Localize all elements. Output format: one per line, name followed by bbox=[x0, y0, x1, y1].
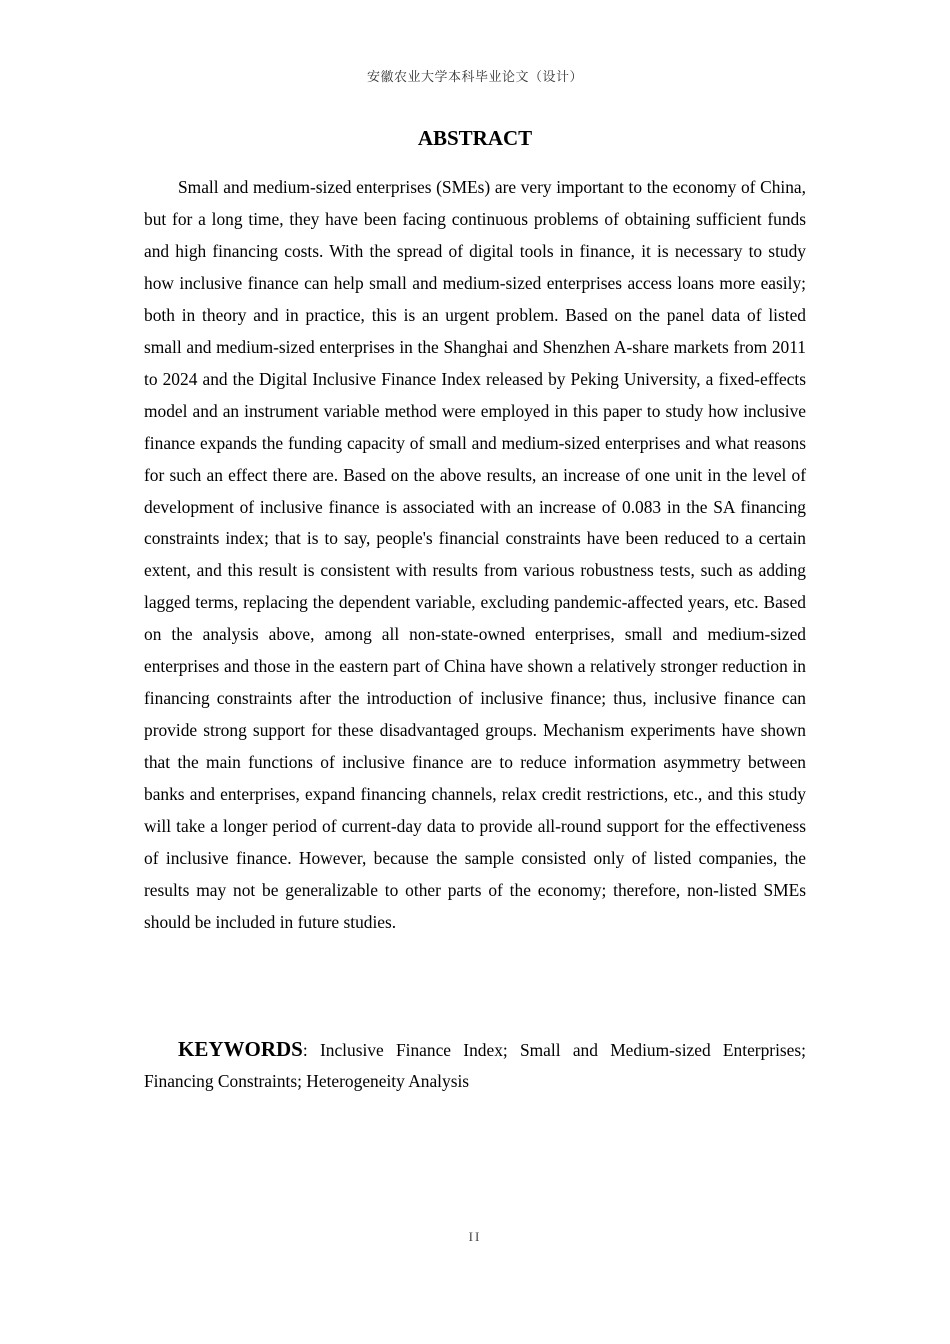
keywords-paragraph bbox=[144, 1034, 806, 1097]
keywords-text: Inclusive Finance Index; Small and Medium-sized Enterprises; Financing Constraints; Heterogeneity Analysis bbox=[144, 1040, 806, 1091]
keywords-separator: : bbox=[302, 1040, 320, 1060]
page-number: II bbox=[468, 1229, 482, 1244]
keywords-label: KEYWORDS bbox=[178, 1037, 303, 1061]
abstract-title: ABSTRACT bbox=[417, 126, 533, 150]
running-header: 安徽农业大学本科毕业论文（设计） bbox=[366, 70, 583, 85]
abstract-body: Small and medium-sized enterprises (SMEs) are very important to the economy of China, but for a long time, they have been facing continuous problems of obtaining sufficient funds and high financing costs. With the spread of digital tools in finance, it is necessary to study how inclusive finance can help small and medium-sized enterprises access loans more easily; both in theory and in practice, this is an urgent problem. Based on the panel data of listed small and medium-sized enterprises in the Shanghai and Shenzhen A-share markets from 2011 to 2024 and the Digital Inclusive Finance Index released by Peking University, a fixed-effects model and an instrument variable method were employed in this paper to study how inclusive finance expands the funding capacity of small and medium-sized enterprises and what reasons for such an effect there are. Based on the above results, an increase of one unit in the level of development of inclusive finance is associated with an increase of 0.083 in the SA financing constraints index; that is to say, people's financial constraints have been reduced to a certain extent, and this result is consistent with results from various robustness tests, such as adding lagged terms, replacing the dependent variable, excluding pandemic-affected years, etc. Based on the analysis above, among all non-state-owned enterprises, small and medium-sized enterprises and those in the eastern part of China have shown a relatively stronger reduction in financing constraints after the introduction of inclusive finance; thus, inclusive finance can provide strong support for these disadvantaged groups. Mechanism experiments have shown that the main functions of inclusive finance are to reduce information asymmetry between banks and enterprises, expand financing channels, relax credit restrictions, etc., and this study will take a longer period of current-day data to provide all-round support for the effectiveness of inclusive finance. However, because the sample consisted only of listed companies, the results may not be generalizable to other parts of the economy; therefore, non-listed SMEs should be included in future studies. bbox=[144, 177, 806, 932]
